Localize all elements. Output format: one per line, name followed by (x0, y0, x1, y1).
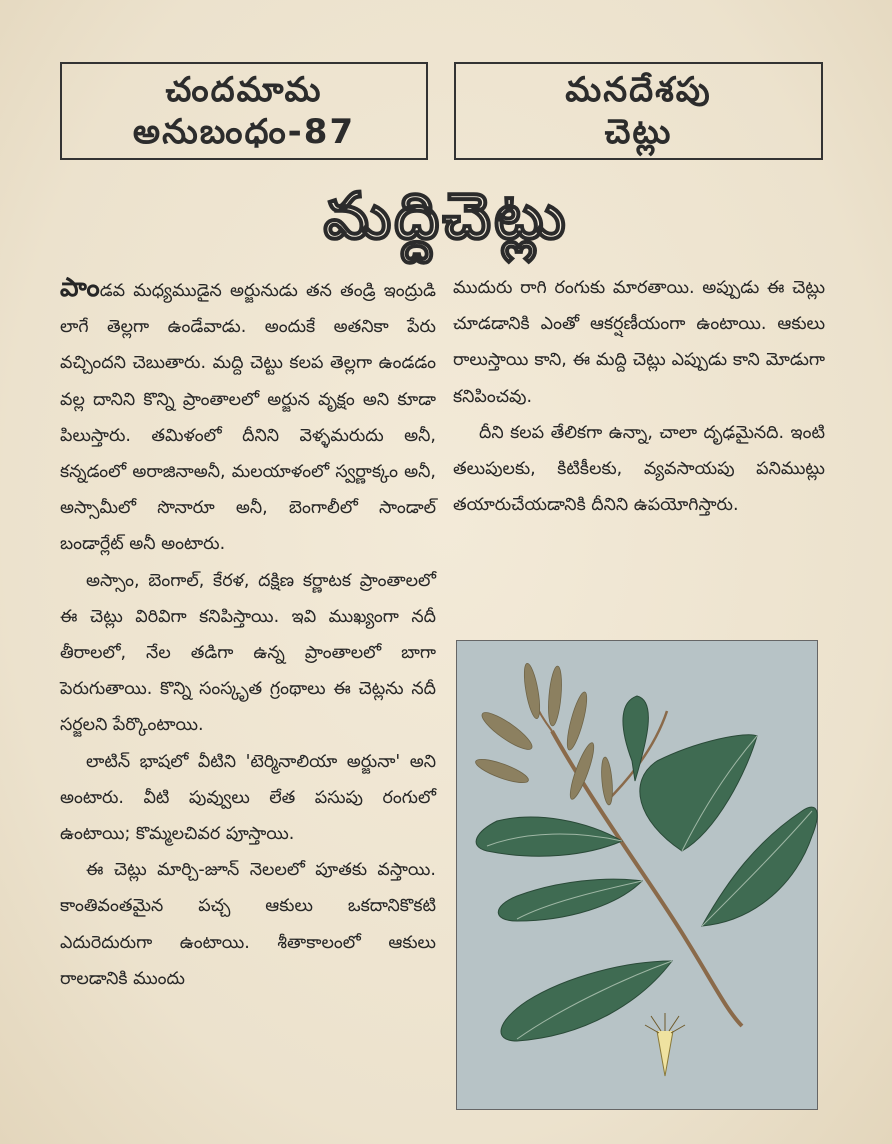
leaf (640, 735, 757, 851)
topic-box (454, 62, 823, 160)
paragraph-1 (60, 270, 436, 563)
series-box (60, 62, 428, 160)
drop-cap: పాం (60, 273, 100, 303)
leaf-branch-drawing (457, 641, 819, 1111)
topic-line-2: చెట్లు (604, 112, 673, 152)
paragraph-6: దీని కలప తేలికగా ఉన్నా, చాలా దృఢమైనది. ఇంటి తలుపులకు, కిటికీలకు, వ్యవసాయపు పనిముట్లు తయారుచేయడానికి దీనిని ఉపయోగిస్తారు. (453, 422, 825, 516)
flower-detail (645, 1013, 685, 1076)
article-title: మద్దిచెట్లు (323, 180, 569, 254)
paragraph-1-text: డవ మధ్యముడైన అర్జునుడు తన తండ్రి ఇంద్రుడి లాగే తెల్లగా ఉండేవాడు. అందుకే అతనికా పేరు వచ్చిందని చెబుతారు. మద్ది చెట్టు కలప తెల్లగా ఉండడం వల్ల దానిని కొన్ని ప్రాంతాలలో అర్జున వృక్షం అని కూడా పిలుస్తారు. తమిళంలో దీనిని వెళ్ళమరుదు అనీ, కన్నడంలో అరాజినాఅనీ, మలయాళంలో స్వర్ణాక్కం అనీ, అస్సామీలో సొనారూ అనీ, బెంగాలీలో సాండాల్ బండార్లేట్ అనీ అంటారు. (60, 281, 436, 555)
paragraph-3: లాటిన్ భాషలో వీటిని 'టెర్మినాలియా అర్జునా' అని అంటారు. వీటి పువ్వులు లేత పసుపు రంగులో ఉంటాయి; కొమ్మలచివర పూస్తాయి. (60, 751, 436, 845)
flower-spikes (473, 662, 614, 805)
paragraph-5: ముదురు రాగి రంగుకు మారతాయి. అప్పుడు ఈ చెట్లు చూడడానికి ఎంతో ఆకర్షణీయంగా ఉంటాయి. ఆకులు రాలుస్తాయి కాని, ఈ మద్ది చెట్లు ఎప్పుడు కాని మోడుగా కనిపించవు. (453, 278, 825, 407)
paragraph-4: ఈ చెట్లు మార్చి-జూన్ నెలలలో పూతకు వస్తాయి. కాంతివంతమైన పచ్చ ఆకులు ఒకదానికొకటి ఎదురెదురుగా ఉంటాయి. శీతాకాలంలో ఆకులు రాలడానికి ముందు (60, 860, 436, 989)
leaf (501, 961, 672, 1041)
series-number: అనుబంధం-87 (132, 112, 356, 152)
series-name: చందమామ (165, 69, 323, 110)
arjuna-tree-illustration (456, 640, 818, 1110)
topic-line-1: మనదేశపు (565, 69, 712, 110)
right-column (453, 270, 825, 590)
left-column (60, 270, 436, 1130)
leaf (623, 696, 648, 781)
paragraph-2: అస్సాం, బెంగాల్, కేరళ, దక్షిణ కర్ణాటక ప్రాంతాలలో ఈ చెట్లు విరివిగా కనిపిస్తాయి. ఇవి ముఖ్యంగా నదీ తీరాలలో, నేల తడిగా ఉన్న ప్రాంతాలలో బాగా పెరుగుతాయి. కొన్ని సంస్కృత గ్రంథాలు ఈ చెట్లను నదీ సర్జలని పేర్కొంటాయి. (60, 570, 436, 736)
